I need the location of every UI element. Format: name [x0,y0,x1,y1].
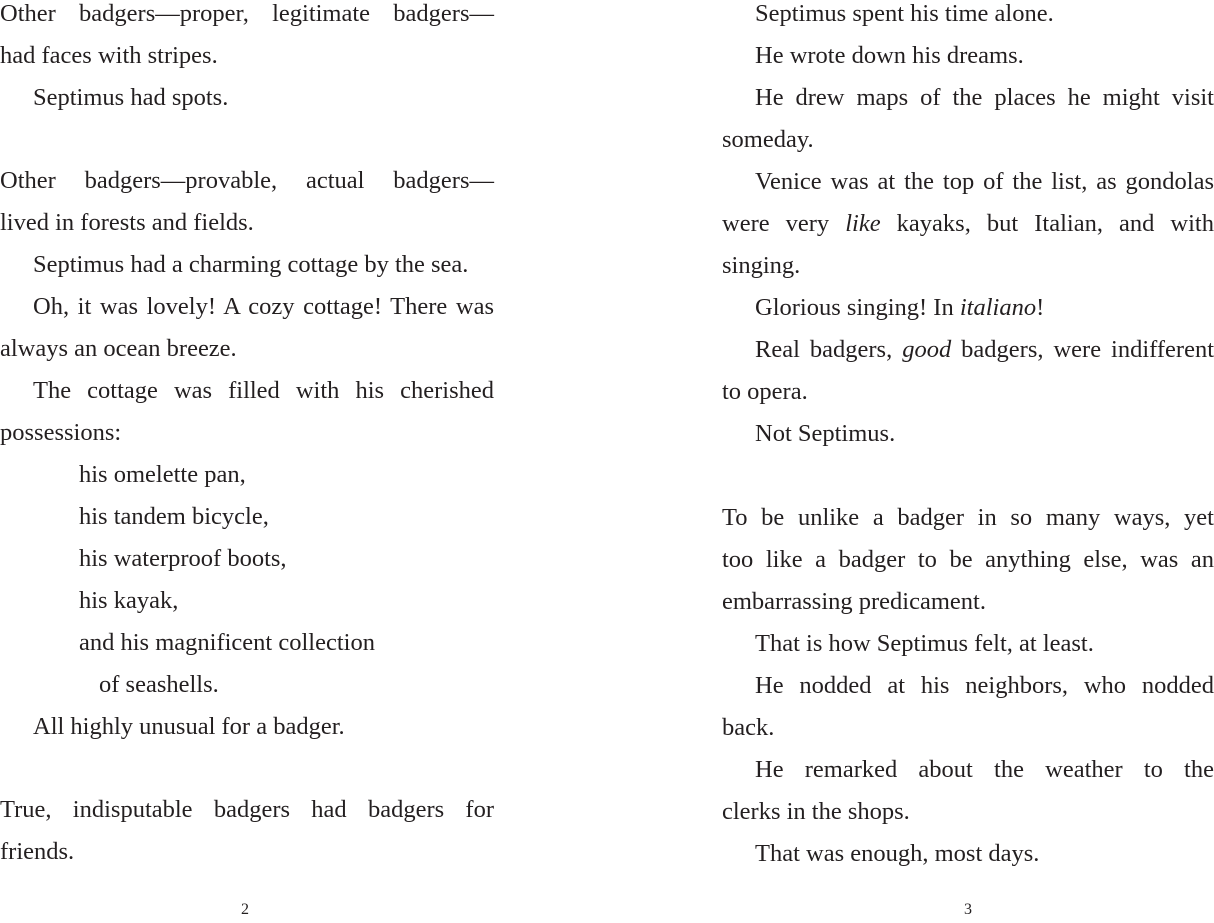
text-line: possessions: [0,419,122,446]
list-item: his waterproof boots, [79,545,287,572]
text-line: too like a badger to be anything else, was an [722,546,1214,573]
text-line: to opera. [722,378,808,405]
list-item: and his magnificent collection [79,629,375,656]
italic-word: good [902,336,952,363]
page-number: 2 [241,901,249,918]
list-item: his kayak, [79,587,179,614]
text-line: always an ocean breeze. [0,335,237,362]
text-line: lived in forests and fields. [0,209,254,236]
text-line: To be unlike a badger in so many ways, yet [722,504,1214,531]
text-run: ! [1036,294,1045,321]
text-line: Other badgers—provable, actual badgers— [0,167,494,194]
text-line: embarrassing predicament. [722,588,986,615]
list-item: his tandem bicycle, [79,503,269,530]
page-number: 3 [964,901,972,918]
text-line: back. [722,714,775,741]
text-line [722,329,1214,371]
text-line: Not Septimus. [755,420,896,447]
text-line: That was enough, most days. [755,840,1040,867]
list-item: his omelette pan, [79,461,246,488]
text-line: Oh, it was lovely! A cozy cottage! There was [33,293,494,320]
text-line: someday. [722,126,814,153]
italic-word: like [845,210,881,237]
text-line: Septimus had spots. [33,84,229,111]
text-run: badgers, were indifferent [951,336,1214,363]
text-line: He drew maps of the places he might visit [755,84,1214,111]
list-item: of seashells. [99,671,219,698]
text-line: The cottage was filled with his cherished [33,377,494,404]
text-line: Septimus had a charming cottage by the sea. [33,251,469,278]
text-line: had faces with stripes. [0,42,218,69]
text-line: He remarked about the weather to the [755,756,1214,783]
right-page [722,0,1214,923]
left-page [0,0,494,923]
text-line: clerks in the shops. [722,798,910,825]
text-line [722,287,1214,329]
text-line: Venice was at the top of the list, as gondolas [755,168,1214,195]
text-line: friends. [0,838,75,865]
text-line: He nodded at his neighbors, who nodded [755,672,1214,699]
text-run: Glorious singing! In [755,294,960,321]
text-run: kayaks, but Italian, and with [880,210,1214,237]
text-run: were very [722,210,846,237]
italic-word: italiano [959,294,1037,321]
text-line: Septimus spent his time alone. [755,0,1054,27]
text-run: Real badgers, [755,336,903,363]
text-line: singing. [722,252,801,279]
text-line: All highly unusual for a badger. [33,713,345,740]
text-line [722,203,1214,245]
text-line: That is how Septimus felt, at least. [755,630,1094,657]
text-line: He wrote down his dreams. [755,42,1024,69]
text-line: True, indisputable badgers had badgers for [0,796,494,823]
text-line: Other badgers—proper, legitimate badgers— [0,0,494,27]
